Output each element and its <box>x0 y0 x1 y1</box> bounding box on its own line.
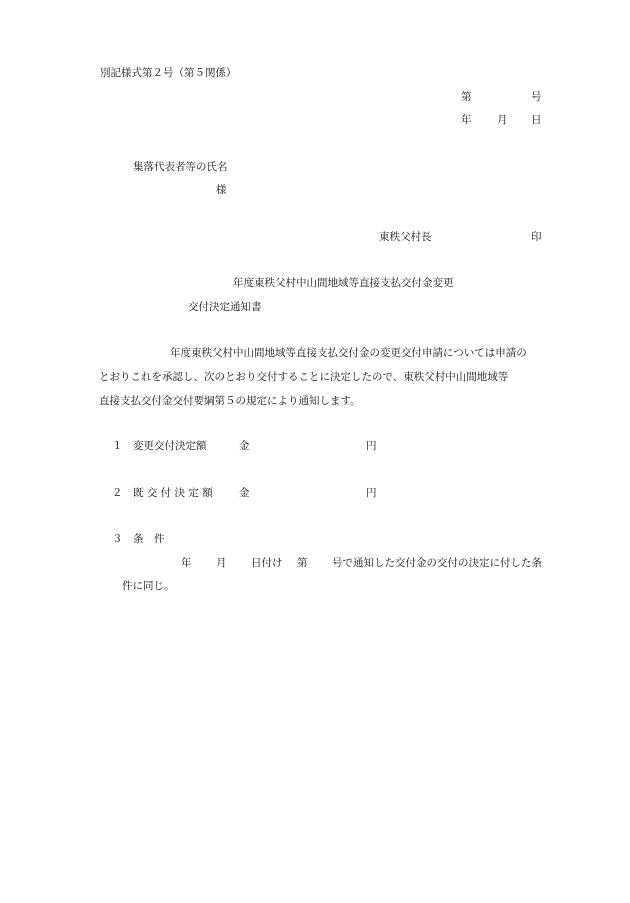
conditions-text-line-1: 号で通知した交付金の交付の決定に付した条 <box>332 557 542 569</box>
date-day: 日 <box>531 114 542 126</box>
issuer-seal: 印 <box>531 231 542 243</box>
item-label: 変更交付決定額 <box>133 440 207 452</box>
item-label: 既 交 付 決 定 額 <box>133 487 213 499</box>
conditions-month: 月 <box>216 557 227 569</box>
date-year: 年 <box>461 114 472 126</box>
document-title-line-1: 年度東秩父村中山間地域等直接支払交付金変更 <box>233 277 454 289</box>
item-currency-suffix: 円 <box>366 487 377 499</box>
conditions-label: 条 件 <box>133 533 165 545</box>
conditions-number-prefix: 第 <box>297 557 308 569</box>
body-line-1: 年度東秩父村中山間地域等直接支払交付金の変更交付申請については申請の <box>170 347 527 359</box>
body-line-2: とおりこれを承認し、次のとおり交付することに決定したので、東秩父村中山間地域等 <box>99 371 509 383</box>
conditions-text-line-2: 件に同じ。 <box>122 580 175 592</box>
date-month: 月 <box>497 114 508 126</box>
issuer-title: 東秩父村長 <box>379 231 432 243</box>
addressee-name-label: 集落代表者等の氏名 <box>133 161 228 173</box>
document-number-suffix: 号 <box>531 91 542 103</box>
item-currency-suffix: 円 <box>366 440 377 452</box>
body-line-3: 直接支払交付金交付要綱第５の規定により通知します。 <box>99 395 361 407</box>
conditions-number: ３ <box>112 533 123 545</box>
item-number: １ <box>112 440 123 452</box>
document-title-line-2: 交付決定通知書 <box>188 301 262 313</box>
addressee-honorific: 様 <box>216 184 227 196</box>
conditions-year: 年 <box>181 557 192 569</box>
item-currency-prefix: 金 <box>239 487 250 499</box>
item-number: ２ <box>112 487 123 499</box>
conditions-dated: 日付け <box>251 557 283 569</box>
item-currency-prefix: 金 <box>239 440 250 452</box>
document-number-prefix: 第 <box>461 91 472 103</box>
form-label: 別記様式第２号（第５関係） <box>100 67 237 79</box>
